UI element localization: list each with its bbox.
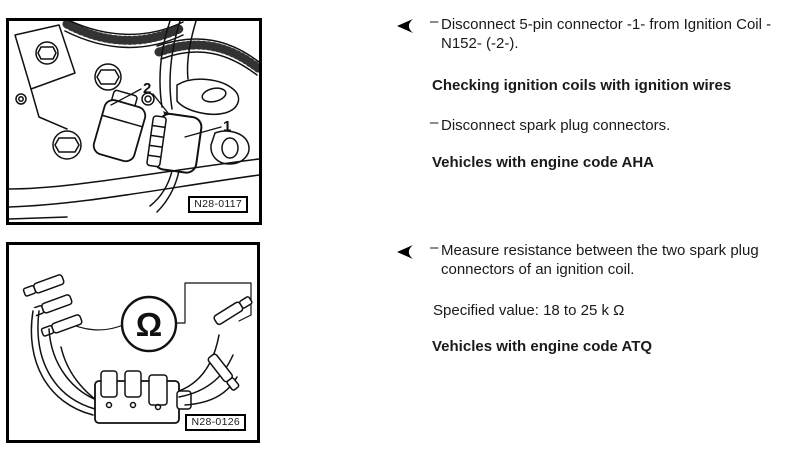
step-item xyxy=(430,241,782,279)
engine-bay-line-art xyxy=(9,21,259,222)
step-dash: – xyxy=(430,13,439,30)
figure-ignition-coil-connector xyxy=(6,18,262,225)
subheading-engine-code-aha: Vehicles with engine code AHA xyxy=(432,154,654,171)
step-dash: – xyxy=(430,114,439,131)
figure-reference-arrow-icon xyxy=(397,245,413,259)
step-text: Measure resistance between the two spark plug connectors of an ignition coil. xyxy=(441,242,759,278)
step-item xyxy=(430,15,782,53)
instructions-section-1 xyxy=(430,15,782,172)
figure-number-label: N28-0117 xyxy=(188,196,248,213)
subheading-checking-coils: Checking ignition coils with ignition wires xyxy=(432,77,732,94)
step-dash: – xyxy=(430,239,439,256)
step-text: Disconnect spark plug connectors. xyxy=(441,117,671,134)
wire-set-line-art xyxy=(9,245,257,440)
step-item xyxy=(430,116,782,135)
callout-1: 1 xyxy=(223,118,232,135)
figure-reference-arrow-icon xyxy=(397,19,413,33)
figure-spark-plug-wire-measurement xyxy=(6,242,260,443)
callout-2: 2 xyxy=(143,80,152,97)
figure-number-label: N28-0126 xyxy=(185,414,246,431)
ohm-symbol: Ω xyxy=(135,306,163,343)
subheading-engine-code-atq: Vehicles with engine code ATQ xyxy=(432,338,653,355)
instructions-section-2 xyxy=(430,241,782,356)
specified-value: Specified value: 18 to 25 k Ω xyxy=(433,302,625,319)
step-text: Disconnect 5-pin connector -1- from Ignition Coil -N152- (-2-). xyxy=(441,16,772,52)
